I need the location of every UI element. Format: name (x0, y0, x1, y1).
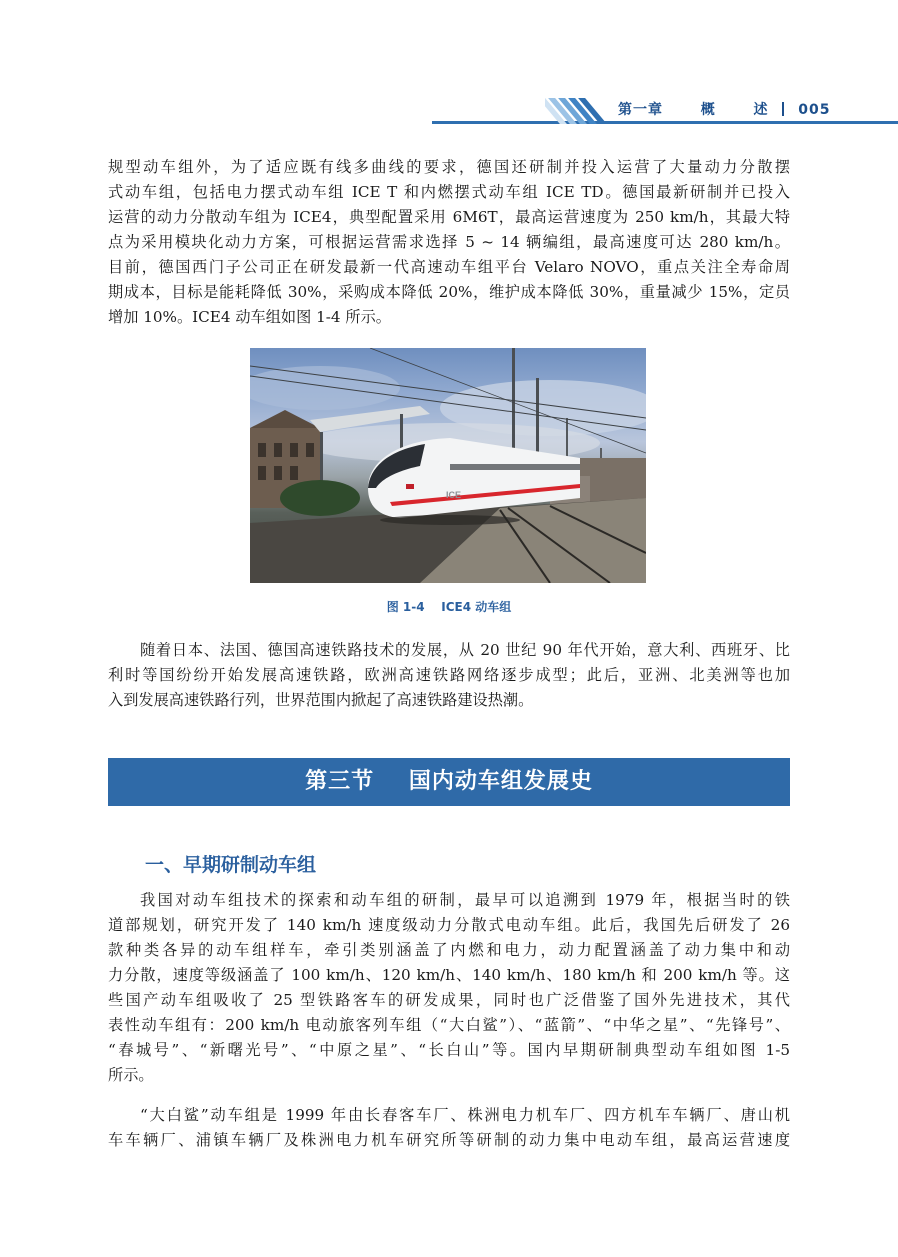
header-stripes-decoration (545, 98, 615, 124)
text-line: 所示。 (108, 1066, 154, 1084)
running-header (618, 98, 830, 122)
section-number: 第三节 (305, 769, 375, 794)
text-line: 目前，德国西门子公司正在研发最新一代高速动车组平台 Velaro NOVO，重点关注全寿命周 (108, 258, 790, 276)
figure-caption (0, 598, 898, 615)
text-line: 款种类各异的动车组样车，牵引类别涵盖了内燃和电力，动力配置涵盖了动力集中和动 (108, 941, 790, 959)
text-line: 规型动车组外，为了适应既有线多曲线的要求，德国还研制并投入运营了大量动力分散摆 (108, 158, 790, 176)
section-title: 国内动车组发展史 (408, 769, 593, 794)
text-line: 入到发展高速铁路行列，世界范围内掀起了高速铁路建设热潮。 (108, 691, 534, 709)
text-line: “大白鲨”动车组是 1999 年由长春客车厂、株洲电力机车厂、四方机车车辆厂、唐山机 (140, 1106, 790, 1124)
text-line: 车车辆厂、浦镇车辆厂及株洲电力机车研究所等研制的动力集中电动车组，最高运营速度 (108, 1131, 790, 1149)
figure-title: ICE4 动车组 (441, 600, 512, 614)
text-line: 些国产动车组吸收了 25 型铁路客车的研发成果，同时也广泛借鉴了国外先进技术，其代 (108, 991, 790, 1009)
text-line: 式动车组，包括电力摆式动车组 ICE T 和内燃摆式动车组 ICE TD。德国最新研制并已投入 (108, 183, 790, 201)
text-line: 表性动车组有：200 km/h 电动旅客列车组（“大白鲨”）、“蓝箭”、“中华之星”、“先锋号”、 (108, 1016, 790, 1034)
text-line: “春城号”、“新曙光号”、“中原之星”、“长白山”等。国内早期研制典型动车组如图 1-5 (108, 1041, 790, 1059)
paragraph-early-emu (108, 888, 790, 1088)
header-title-b: 述 (753, 102, 769, 118)
text-line: 期成本，目标是能耗降低 30%，采购成本降低 20%，维护成本降低 30%，重量减少 15%，定员 (108, 283, 790, 301)
text-line: 增加 10%。ICE4 动车组如图 1-4 所示。 (108, 308, 391, 326)
header-title-a: 概 (700, 102, 716, 118)
text-line: 运营的动力分散动车组为 ICE4，典型配置采用 6M6T，最高运营速度为 250 km/h，其最大特 (108, 208, 790, 226)
text-line: 点为采用模块化动力方案，可根据运营需求选择 5 ~ 14 辆编组，最高速度可达 280 km/h。 (108, 233, 790, 251)
header-chapter: 第一章 (618, 102, 663, 118)
text-line: 力分散，速度等级涵盖了 100 km/h、120 km/h、140 km/h、180 km/h 和 200 km/h 等。这 (108, 966, 790, 984)
header-separator (782, 102, 784, 116)
section-heading (108, 758, 790, 806)
train-logo: ICE (446, 490, 462, 500)
text-line: 道部规划，研究开发了 140 km/h 速度级动力分散式电动车组。此后，我国先后研发了 26 (108, 916, 790, 934)
text-line: 我国对动车组技术的探索和动车组的研制，最早可以追溯到 1979 年，根据当时的铁 (140, 891, 790, 909)
paragraph-ice-germany (108, 155, 790, 330)
section-banner (108, 758, 790, 806)
text-line: 利时等国纷纷开始发展高速铁路，欧洲高速铁路网络逐步成型；此后，亚洲、北美洲等也加 (108, 666, 790, 684)
page-number: 005 (798, 102, 831, 118)
paragraph-europe-hsr (108, 638, 790, 713)
subsection-heading: 一、早期研制动车组 (145, 854, 317, 876)
figure-number: 图 1-4 (386, 600, 425, 614)
paragraph-great-white-shark (108, 1103, 790, 1153)
ice4-train-photo (250, 348, 646, 583)
text-line: 随着日本、法国、德国高速铁路技术的发展，从 20 世纪 90 年代开始，意大利、西班牙、比 (140, 641, 790, 659)
